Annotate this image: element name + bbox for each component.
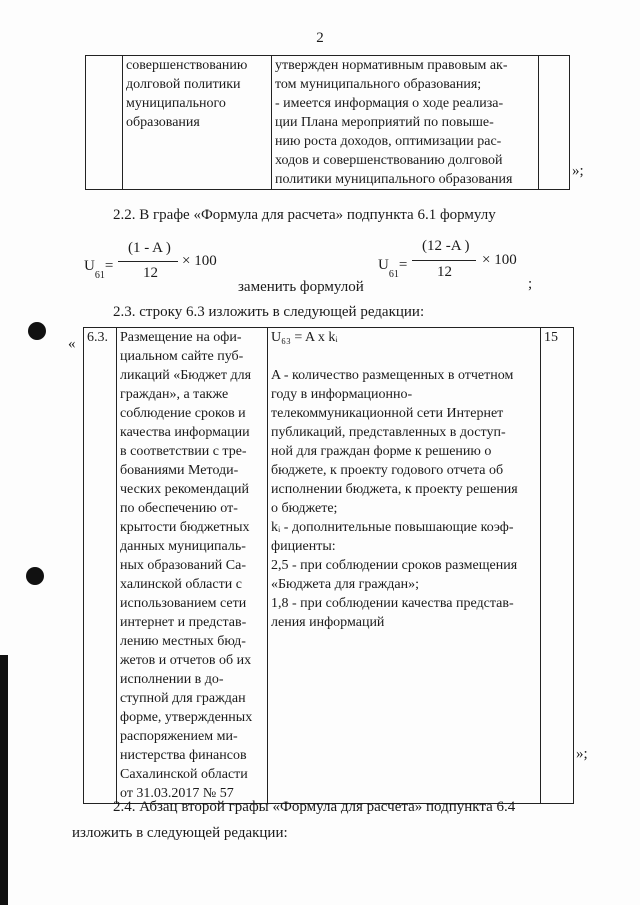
weight-value: 15	[544, 330, 558, 345]
text-line: бованиями Методи-	[120, 463, 239, 478]
page-number: 2	[316, 30, 324, 46]
fraction-line	[118, 261, 178, 262]
replace-text: заменить формулой	[238, 279, 364, 295]
text-line: распоряжением ми-	[120, 729, 238, 744]
table-cell-formula	[268, 328, 541, 804]
text-line: ления информаций	[271, 615, 385, 630]
fraction-line	[412, 260, 476, 261]
text-line: 1,8 - при соблюдении качества представ-	[271, 596, 514, 611]
paragraph-2-2: 2.2. В графе «Формула для расчета» подпункта 6.1 формулу	[113, 207, 496, 223]
table-cell-formula	[272, 56, 539, 190]
text-line: A - количество размещенных в отчетном	[271, 368, 514, 383]
text-line: телекоммуникационной сети Интернет	[271, 406, 504, 421]
text-line: форме, утвержденных	[120, 710, 253, 725]
text-line: году в информационно-	[271, 387, 413, 402]
table-cell-empty	[86, 56, 123, 190]
table-row-6-3	[83, 327, 574, 804]
text-line: крытости бюджетных	[120, 520, 250, 535]
text-line: ных образований Са-	[120, 558, 247, 573]
text-line: нию роста доходов, оптимизации рас-	[275, 134, 502, 149]
formula-head: U₆₃ = A x kᵢ	[271, 330, 338, 345]
text-line: Сахалинской области	[120, 767, 248, 782]
text-line: соблюдение сроков и	[120, 406, 246, 421]
text-line: том муниципального образования;	[275, 77, 482, 92]
table-cell-name	[123, 56, 272, 190]
text-line: лению местных бюд-	[120, 634, 246, 649]
formula-old-denominator: 12	[143, 265, 158, 281]
text-line: ходов и совершенствованию долговой	[275, 153, 503, 168]
text-line: граждан», а также	[120, 387, 229, 402]
text-line: о бюджете;	[271, 501, 338, 516]
text-line: утвержден нормативным правовым ак-	[275, 58, 508, 73]
table-cell-weight	[541, 328, 574, 804]
formula-new-numerator: (12 -A )	[422, 238, 470, 254]
text-line: kᵢ - дополнительные повышающие коэф-	[271, 520, 514, 535]
paragraph-2-4-line1: 2.4. Абзац второй графы «Формула для расчета» подпункта 6.4	[113, 799, 516, 815]
text-line: образования	[126, 115, 200, 130]
text-line: политики муниципального образования	[275, 172, 513, 187]
text-line: Размещение на офи-	[120, 330, 242, 345]
row-number: 6.3.	[87, 330, 108, 345]
formula-new-u: $U_{61}=$	[378, 257, 408, 280]
closing-quote: »;	[572, 163, 584, 179]
hole-punch-mark	[28, 322, 46, 340]
text-line: публикаций, представленных в доступ-	[271, 425, 506, 440]
hole-punch-mark	[26, 567, 44, 585]
text-line: нистерства финансов	[120, 748, 247, 763]
text-line: использованием сети	[120, 596, 247, 611]
text-line: жетов и отчетов об их	[120, 653, 252, 668]
text-line: «Бюджета для граждан»;	[271, 577, 420, 592]
text-line: исполнении в до-	[120, 672, 224, 687]
text-line: ной для граждан форме к решению о	[271, 444, 492, 459]
text-line: ции Плана мероприятий по повыше-	[275, 115, 494, 130]
opening-quote: «	[68, 336, 76, 352]
text-line: ликаций «Бюджет для	[120, 368, 252, 383]
text-line: интернет и представ-	[120, 615, 247, 630]
table-cell-number	[84, 328, 117, 804]
text-line: ческих рекомендаций	[120, 482, 250, 497]
blank-line	[271, 347, 537, 366]
text-line: исполнении бюджета, к проекту решения	[271, 482, 518, 497]
text-line: от 31.03.2017 № 57	[120, 786, 234, 801]
text-line: халинской области с	[120, 577, 242, 592]
formula-new-denominator: 12	[437, 264, 452, 280]
paragraph-2-4-line2: изложить в следующей редакции:	[72, 825, 288, 841]
formula-old-numerator: (1 - A )	[128, 240, 171, 256]
text-line: фициенты:	[271, 539, 336, 554]
paragraph-2-3: 2.3. строку 6.3 изложить в следующей редакции:	[113, 304, 425, 320]
text-line: ступной для граждан	[120, 691, 246, 706]
text-line: циальном сайте пуб-	[120, 349, 244, 364]
text-line: долговой политики	[126, 77, 241, 92]
formula-new-multiplier: × 100	[482, 252, 517, 268]
table-continuation	[85, 55, 570, 190]
text-line: качества информации	[120, 425, 250, 440]
text-line: по обеспечению от-	[120, 501, 238, 516]
formula-old-u: $U_{61}=$	[84, 258, 114, 281]
text-line: - имеется информация о ходе реализа-	[275, 96, 504, 111]
scan-edge-mark	[0, 655, 8, 905]
text-line: в соответствии с тре-	[120, 444, 247, 459]
text-line: 2,5 - при соблюдении сроков размещения	[271, 558, 518, 573]
formula-old-multiplier: × 100	[182, 253, 217, 269]
table-cell-weight	[539, 56, 570, 190]
text-line: данных муниципаль-	[120, 539, 246, 554]
closing-quote: »;	[576, 746, 588, 762]
formula-new-end: ;	[528, 276, 533, 292]
table-cell-name	[117, 328, 268, 804]
text-line: муниципального	[126, 96, 226, 111]
text-line: совершенствованию	[126, 58, 248, 73]
text-line: бюджете, к проекту годового отчета об	[271, 463, 504, 478]
